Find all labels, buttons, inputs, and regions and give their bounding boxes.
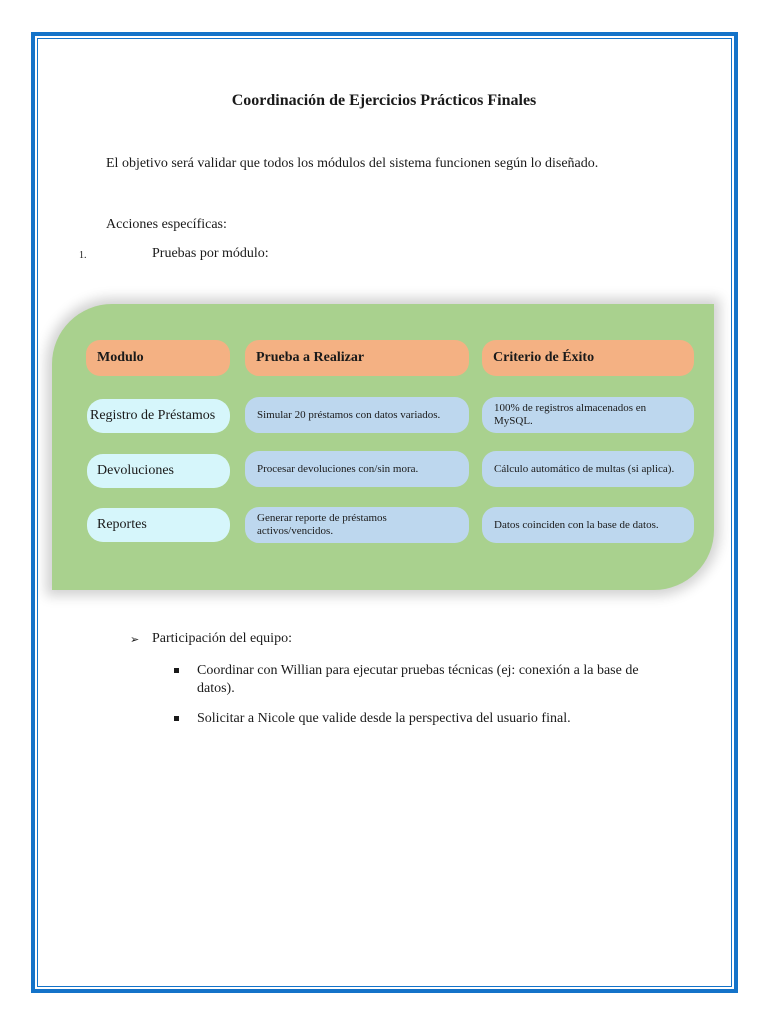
table-header-prueba: Prueba a Realizar bbox=[245, 340, 469, 376]
arrow-bullet-icon: ➢ bbox=[130, 634, 140, 646]
document-title: Coordinación de Ejercicios Prácticos Finales bbox=[231, 92, 537, 109]
table-row-modulo: Registro de Préstamos bbox=[87, 399, 230, 433]
acciones-heading: Acciones específicas: bbox=[106, 217, 227, 232]
table-header-criterio: Criterio de Éxito bbox=[482, 340, 694, 376]
table-row-prueba: Simular 20 préstamos con datos variados. bbox=[245, 397, 469, 433]
table-row-modulo: Devoluciones bbox=[87, 454, 230, 488]
list-number: 1. bbox=[79, 250, 87, 261]
pruebas-heading: Pruebas por módulo: bbox=[152, 246, 269, 261]
table-header-modulo: Modulo bbox=[86, 340, 230, 376]
table-row-criterio: Datos coinciden con la base de datos. bbox=[482, 507, 694, 543]
table-row-modulo: Reportes bbox=[87, 508, 230, 542]
list-item: Solicitar a Nicole que valide desde la perspectiva del usuario final. bbox=[197, 711, 571, 726]
square-bullet-icon bbox=[174, 668, 179, 673]
square-bullet-icon bbox=[174, 716, 179, 721]
objective-text: El objetivo será validar que todos los módulos del sistema funcionen según lo diseñado. bbox=[106, 156, 599, 171]
table-row-criterio: Cálculo automático de multas (si aplica). bbox=[482, 451, 694, 487]
table-row-prueba: Generar reporte de préstamos activos/vencidos. bbox=[245, 507, 469, 543]
table-row-criterio: 100% de registros almacenados en MySQL. bbox=[482, 397, 694, 433]
table-row-prueba: Procesar devoluciones con/sin mora. bbox=[245, 451, 469, 487]
participacion-heading: Participación del equipo: bbox=[152, 631, 292, 646]
list-item: Coordinar con Willian para ejecutar pruebas técnicas (ej: conexión a la base de datos). bbox=[197, 663, 639, 696]
